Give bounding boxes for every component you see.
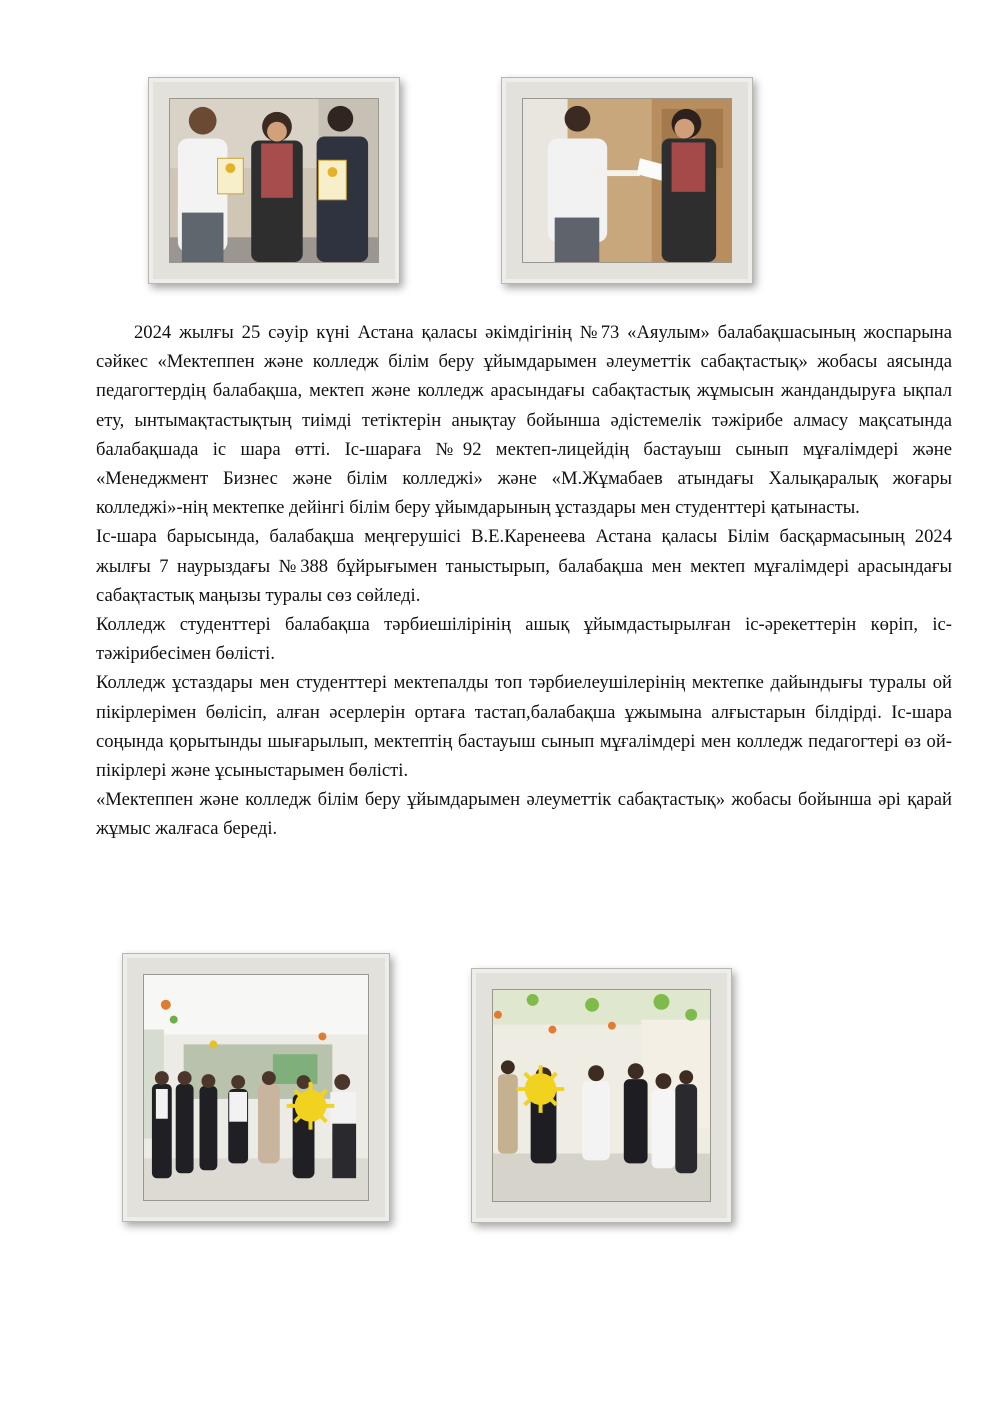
photo-frame-2 xyxy=(501,77,753,284)
event-hall-photo-1 xyxy=(143,974,369,1201)
article-paragraph: Колледж ұстаздары мен студенттері мектепалды топ тәрбиелеушілерінің мектепке дайындығы туралы ой пікірлерімен бөлісіп, алған әсерлерін ортаға тастап,балабақша ұжымына алғыстарын білдірді. Іс-шара соңында қорытынды шығарылып, мектептің бастауыш сынып мұғалімдері мен колледж педагогтері өз ой-пікірлері және ұсыныстарымен бөлісті. xyxy=(96,672,952,782)
photo-frame-3 xyxy=(122,953,390,1222)
article-paragraph: Колледж студенттері балабақша тәрбиешілірінің ашық ұйымдастырылған іс-әрекеттерін көріп, іс-тәжірибесімен бөлісті. xyxy=(96,614,952,665)
article-paragraph: 2024 жылғы 25 сәуір күні Астана қаласы әкімдігінің №73 «Аяулым» балабақшасының жоспарына сәйкес «Мектеппен және колледж білім беру ұйымдарымен әлеуметтік сабақтастық» жобасы аясында педагогтердің балабақша, мектеп және колледж арасындағы сабақтастық жұмысын жандандыруға ықпал ету, ынтымақтастықтың тиімді тетіктерін анықтау бойынша әдістемелік тәжірибе алмасу мақсатында балабақшада іс шара өтті. Іс-шараға №92 мектеп-лицейдің бастауыш сынып мұғалімдері және «Менеджмент Бизнес және білім колледжі» және «М.Жұмабаев атындағы Халықаралық жоғары колледжі»-нің мектепке дейінгі білім беру ұйымдарының ұстаздары мен студенттері қатынасты. xyxy=(96,322,952,519)
certificate-handover-photo xyxy=(522,98,732,263)
photo-frame-1 xyxy=(148,77,400,284)
award-photo xyxy=(169,98,379,263)
article-paragraph: «Мектеппен және колледж білім беру ұйымдарымен әлеуметтік сабақтастық» жобасы бойынша әрі қарай жұмыс жалғаса береді. xyxy=(96,789,952,840)
event-hall-photo-2 xyxy=(492,989,711,1202)
photo-frame-4 xyxy=(471,968,732,1223)
article-body xyxy=(96,318,952,844)
article-paragraph: Іс-шара барысында, балабақша меңгерушісі В.Е.Каренеева Астана қаласы Білім басқармасының 2024 жылғы 7 наурыздағы №388 бұйрығымен таныстырып, балабақша мен мектеп мұғалімдері арасындағы сабақтастық маңызы туралы сөз сөйледі. xyxy=(96,526,952,606)
